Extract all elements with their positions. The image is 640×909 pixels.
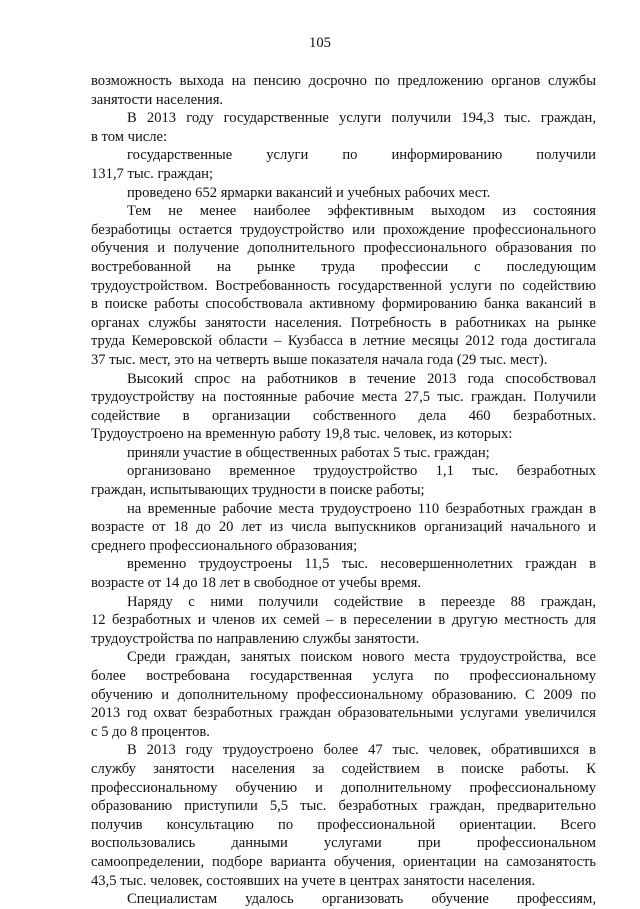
text-line: профессиональному обучению и дополнительному профессиональному <box>91 779 596 796</box>
page-number: 105 <box>309 35 331 51</box>
text-line: обучения и получение дополнительного профессионального образования по <box>91 240 596 257</box>
text-line: 131,7 тыс. граждан; <box>91 165 214 182</box>
text-line: службу занятости населения за содействием в поиске работы. К <box>91 760 596 777</box>
text-line: временно трудоустроены 11,5 тыс. несовершеннолетних граждан в <box>127 556 596 573</box>
text-line: Среди граждан, занятых поиском нового места трудоустройства, все <box>127 649 596 666</box>
body-text <box>91 72 596 909</box>
text-line: государственные услуги по информированию получили <box>127 147 596 164</box>
text-line: Тем не менее наиболее эффективным выходом из состояния <box>127 203 596 220</box>
text-line: приняли участие в общественных работах 5 тыс. граждан; <box>127 444 490 461</box>
text-line: возрасте от 14 до 18 лет в свободное от учебы время. <box>91 575 422 592</box>
text-line: 43,5 тыс. человек, состоявших на учете в центрах занятости населения. <box>91 872 536 889</box>
text-line: безработицы остается трудоустройство или прохождение профессионального <box>91 221 596 238</box>
text-line: с 5 до 8 процентов. <box>91 723 210 740</box>
text-line: трудоустройства по направлению службы занятости. <box>91 630 420 647</box>
text-line: на временные рабочие места трудоустроено 110 безработных граждан в <box>127 500 596 517</box>
text-line: возможность выхода на пенсию досрочно по предложению органов службы <box>91 73 596 89</box>
text-line: труда Кемеровской области – Кузбасса в летние месяцы 2012 года достигала <box>91 333 596 350</box>
text-line: Наряду с ними получили содействие в переезде 88 граждан, <box>127 593 596 610</box>
text-line: обучению и дополнительному профессиональному образованию. С 2009 по <box>91 686 596 703</box>
text-line: содействие в организации собственного дела 460 безработных. <box>91 407 596 424</box>
text-line: Специалистам удалось организовать обучение профессиям, <box>127 891 596 908</box>
text-line: органах службы занятости населения. Потребность в работниках на рынке <box>91 314 596 331</box>
text-line: самоопределении, подборе варианта обучения, ориентации на самозанятость <box>91 853 596 870</box>
text-line: в том числе: <box>91 128 168 145</box>
text-line: 37 тыс. мест, это на четверть выше показателя начала года (29 тыс. мест). <box>91 351 548 368</box>
text-line: образованию приступили 5,5 тыс. безработных граждан, предварительно <box>91 798 596 815</box>
text-line: в поиске работы способствовала активному формированию банка вакансий в <box>91 296 596 313</box>
text-line: Трудоустроено на временную работу 19,8 тыс. человек, из которых: <box>91 426 513 443</box>
text-line: более востребована государственная услуга по профессиональному <box>91 668 596 684</box>
text-line: трудоустройству на постоянные рабочие места 27,5 тыс. граждан. Получили <box>91 389 596 406</box>
text-line: граждан, испытывающих трудности в поиске работы; <box>91 482 425 499</box>
text-line: проведено 652 ярмарки вакансий и учебных рабочих мест. <box>127 184 491 201</box>
text-line: 12 безработных и членов их семей – в переселении в другую местность для <box>91 612 596 629</box>
text-line: занятости населения. <box>91 91 224 108</box>
text-line: В 2013 году трудоустроено более 47 тыс. человек, обратившихся в <box>127 742 596 759</box>
text-line: организовано временное трудоустройство 1,1 тыс. безработных <box>127 463 596 480</box>
text-line: Высокий спрос на работников в течение 2013 года способствовал <box>127 370 596 387</box>
text-line: получив консультацию по профессиональной ориентации. Всего <box>91 816 596 833</box>
text-line: возрасте от 18 до 20 лет из числа выпускников организаций начального и <box>91 519 596 536</box>
text-line: среднего профессионального образования; <box>91 537 358 554</box>
text-line: востребованной на рынке труда профессии с последующим <box>91 258 596 275</box>
text-line: В 2013 году государственные услуги получили 194,3 тыс. граждан, <box>127 110 596 127</box>
text-line: трудоустройством. Востребованность государственной услуги по содействию <box>91 277 596 294</box>
text-line: воспользовались данными услугами при профессиональном <box>91 835 596 852</box>
text-line: 2013 год охват безработных граждан образовательными услугами увеличился <box>91 705 596 722</box>
